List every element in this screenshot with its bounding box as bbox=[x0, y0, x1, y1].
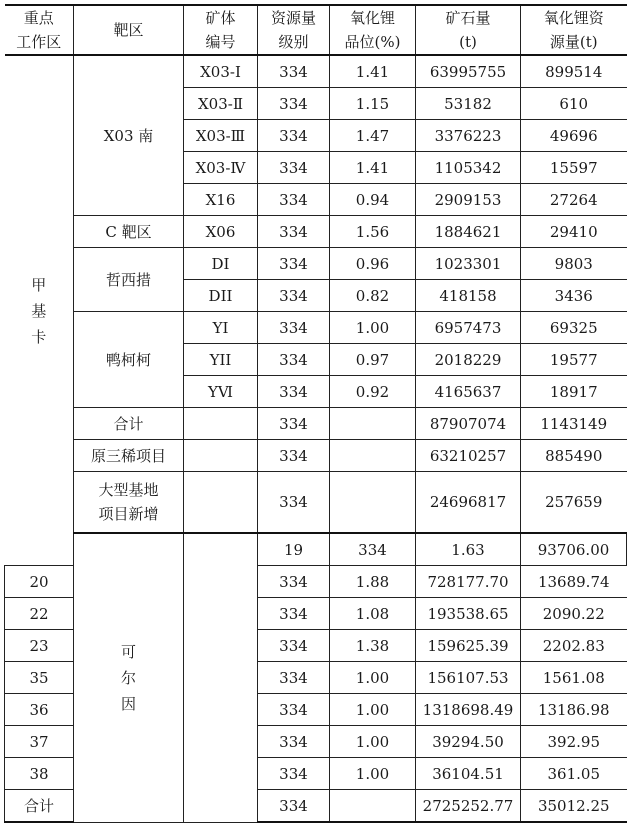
table-cell: 原三稀项目 bbox=[74, 440, 184, 472]
table-cell: 392.95 bbox=[521, 726, 627, 758]
area-jiajika bbox=[5, 55, 74, 566]
table-cell: 0.82 bbox=[330, 280, 416, 312]
table-cell: 1105342 bbox=[416, 152, 521, 184]
table-cell: 69325 bbox=[521, 312, 627, 344]
table-cell: 1.08 bbox=[330, 598, 416, 630]
table-cell: 334 bbox=[258, 344, 330, 376]
table-cell bbox=[184, 533, 258, 822]
table-cell: 93706.00 bbox=[521, 533, 627, 566]
table-cell: 1.88 bbox=[330, 566, 416, 598]
table-cell: 334 bbox=[258, 472, 330, 534]
table-cell: 334 bbox=[258, 280, 330, 312]
table-cell bbox=[330, 408, 416, 440]
table-cell: 361.05 bbox=[521, 758, 627, 790]
table-cell: 334 bbox=[258, 408, 330, 440]
table-cell: 9803 bbox=[521, 248, 627, 280]
table-cell: 2018229 bbox=[416, 344, 521, 376]
table-cell: 18917 bbox=[521, 376, 627, 408]
table-cell: 334 bbox=[258, 630, 330, 662]
table-cell: 4165637 bbox=[416, 376, 521, 408]
table-cell: 29410 bbox=[521, 216, 627, 248]
table-cell: 36 bbox=[5, 694, 74, 726]
table-cell: 610 bbox=[521, 88, 627, 120]
table-cell: 334 bbox=[258, 598, 330, 630]
table-cell: 35012.25 bbox=[521, 790, 627, 823]
area-char: 甲 bbox=[31, 275, 47, 294]
table-cell: 159625.39 bbox=[416, 630, 521, 662]
table-cell: 334 bbox=[258, 120, 330, 152]
area-char: 因 bbox=[120, 694, 136, 713]
table-cell: 24696817 bbox=[416, 472, 521, 534]
table-row bbox=[5, 216, 627, 248]
original-project-row bbox=[5, 440, 627, 472]
table-cell: X03-Ⅱ bbox=[184, 88, 258, 120]
table-cell: 36104.51 bbox=[416, 758, 521, 790]
table-row bbox=[5, 55, 627, 88]
table-cell bbox=[330, 472, 416, 534]
table-cell: 2202.83 bbox=[521, 630, 627, 662]
table-cell: 1023301 bbox=[416, 248, 521, 280]
table-cell: 2909153 bbox=[416, 184, 521, 216]
table-cell: 2090.22 bbox=[521, 598, 627, 630]
table-cell: 38 bbox=[5, 758, 74, 790]
table-cell: 1561.08 bbox=[521, 662, 627, 694]
table-cell bbox=[184, 472, 258, 534]
table-cell: 334 bbox=[258, 662, 330, 694]
table-cell bbox=[330, 440, 416, 472]
table-cell bbox=[184, 440, 258, 472]
table-cell: 1.15 bbox=[330, 88, 416, 120]
table-cell: 334 bbox=[258, 758, 330, 790]
table-cell: 1.00 bbox=[330, 758, 416, 790]
table-cell: 334 bbox=[258, 790, 330, 823]
table-cell: X03-Ⅲ bbox=[184, 120, 258, 152]
table-cell: 87907074 bbox=[416, 408, 521, 440]
table-cell: 49696 bbox=[521, 120, 627, 152]
table-cell: 334 bbox=[258, 312, 330, 344]
table-row bbox=[5, 248, 627, 280]
table-cell: X06 bbox=[184, 216, 258, 248]
table-cell: 334 bbox=[258, 216, 330, 248]
table-cell: 22 bbox=[5, 598, 74, 630]
table-cell: 0.97 bbox=[330, 344, 416, 376]
table-cell: 0.92 bbox=[330, 376, 416, 408]
table-cell: 334 bbox=[258, 726, 330, 758]
table-cell: 1884621 bbox=[416, 216, 521, 248]
header-work-area: 重点 工作区 bbox=[5, 5, 74, 55]
table-cell: 2725252.77 bbox=[416, 790, 521, 823]
header-ore-amount: 矿石量 (t) bbox=[416, 5, 521, 55]
table-cell: 899514 bbox=[521, 55, 627, 88]
table-cell: 0.96 bbox=[330, 248, 416, 280]
table-cell: 1.41 bbox=[330, 55, 416, 88]
header-resource-level: 资源量 级别 bbox=[258, 5, 330, 55]
table-row bbox=[5, 533, 627, 566]
table-cell: DI bbox=[184, 248, 258, 280]
area-char: 尔 bbox=[120, 668, 136, 687]
table-cell: 334 bbox=[330, 533, 416, 566]
table-cell: 257659 bbox=[521, 472, 627, 534]
target-yakeke: 鸭柯柯 bbox=[74, 312, 184, 408]
table-cell: 334 bbox=[258, 376, 330, 408]
table-cell: 1.56 bbox=[330, 216, 416, 248]
table-cell: 334 bbox=[258, 55, 330, 88]
table-cell: 334 bbox=[258, 152, 330, 184]
table-cell: 15597 bbox=[521, 152, 627, 184]
table-cell: 3376223 bbox=[416, 120, 521, 152]
table-cell: 1.63 bbox=[416, 533, 521, 566]
table-cell: 728177.70 bbox=[416, 566, 521, 598]
table-cell: 23 bbox=[5, 630, 74, 662]
table-cell: 19577 bbox=[521, 344, 627, 376]
target-zhexicuo: 哲西措 bbox=[74, 248, 184, 312]
table-cell: 13689.74 bbox=[521, 566, 627, 598]
table-cell: 37 bbox=[5, 726, 74, 758]
table-cell: 1.00 bbox=[330, 726, 416, 758]
target-c: C 靶区 bbox=[74, 216, 184, 248]
table-cell: 合计 bbox=[5, 790, 74, 823]
table-cell: 53182 bbox=[416, 88, 521, 120]
resource-table bbox=[4, 4, 627, 823]
area-char: 基 bbox=[31, 301, 47, 320]
table-cell: 1.00 bbox=[330, 694, 416, 726]
table-cell: 1.47 bbox=[330, 120, 416, 152]
table-row bbox=[5, 312, 627, 344]
table-cell bbox=[330, 790, 416, 823]
table-cell: 19 bbox=[258, 533, 330, 566]
table-cell: 418158 bbox=[416, 280, 521, 312]
table-cell: 334 bbox=[258, 440, 330, 472]
table-cell: 334 bbox=[258, 184, 330, 216]
header-row bbox=[5, 5, 627, 55]
table-cell: 1143149 bbox=[521, 408, 627, 440]
table-cell: 334 bbox=[258, 566, 330, 598]
area-keeryin bbox=[74, 533, 184, 822]
table-cell: DII bbox=[184, 280, 258, 312]
table-cell: YⅥ bbox=[184, 376, 258, 408]
table-cell: YI bbox=[184, 312, 258, 344]
table-cell: YII bbox=[184, 344, 258, 376]
header-target: 靶区 bbox=[74, 5, 184, 55]
table-cell: 1.38 bbox=[330, 630, 416, 662]
table-cell: 156107.53 bbox=[416, 662, 521, 694]
table-cell: X03-Ⅰ bbox=[184, 55, 258, 88]
new-base-row bbox=[5, 472, 627, 534]
header-grade: 氧化锂 品位(%) bbox=[330, 5, 416, 55]
area-char: 可 bbox=[120, 642, 136, 661]
table-cell: 35 bbox=[5, 662, 74, 694]
table-cell: 13186.98 bbox=[521, 694, 627, 726]
table-cell: 334 bbox=[258, 88, 330, 120]
table-cell: 1318698.49 bbox=[416, 694, 521, 726]
table-cell: 193538.65 bbox=[416, 598, 521, 630]
header-ore-body: 矿体 编号 bbox=[184, 5, 258, 55]
table-cell: 334 bbox=[258, 694, 330, 726]
table-cell: 334 bbox=[258, 248, 330, 280]
table-cell: 63995755 bbox=[416, 55, 521, 88]
area-char: 卡 bbox=[31, 327, 47, 346]
table-cell: 63210257 bbox=[416, 440, 521, 472]
table-cell: 1.00 bbox=[330, 662, 416, 694]
table-cell: 39294.50 bbox=[416, 726, 521, 758]
table-cell: 3436 bbox=[521, 280, 627, 312]
table-cell bbox=[184, 408, 258, 440]
table-cell: X03-Ⅳ bbox=[184, 152, 258, 184]
table-cell: 1.00 bbox=[330, 312, 416, 344]
table-cell: 大型基地 项目新增 bbox=[74, 472, 184, 534]
table-cell: 6957473 bbox=[416, 312, 521, 344]
target-x03-south: X03 南 bbox=[74, 55, 184, 216]
table-cell: 885490 bbox=[521, 440, 627, 472]
table-cell: 1.41 bbox=[330, 152, 416, 184]
subtotal-row bbox=[5, 408, 627, 440]
header-li2o-amount: 氧化锂资 源量(t) bbox=[521, 5, 627, 55]
table-cell: 合计 bbox=[74, 408, 184, 440]
table-cell: 0.94 bbox=[330, 184, 416, 216]
table-cell: X16 bbox=[184, 184, 258, 216]
table-cell: 27264 bbox=[521, 184, 627, 216]
table-cell: 20 bbox=[5, 566, 74, 598]
